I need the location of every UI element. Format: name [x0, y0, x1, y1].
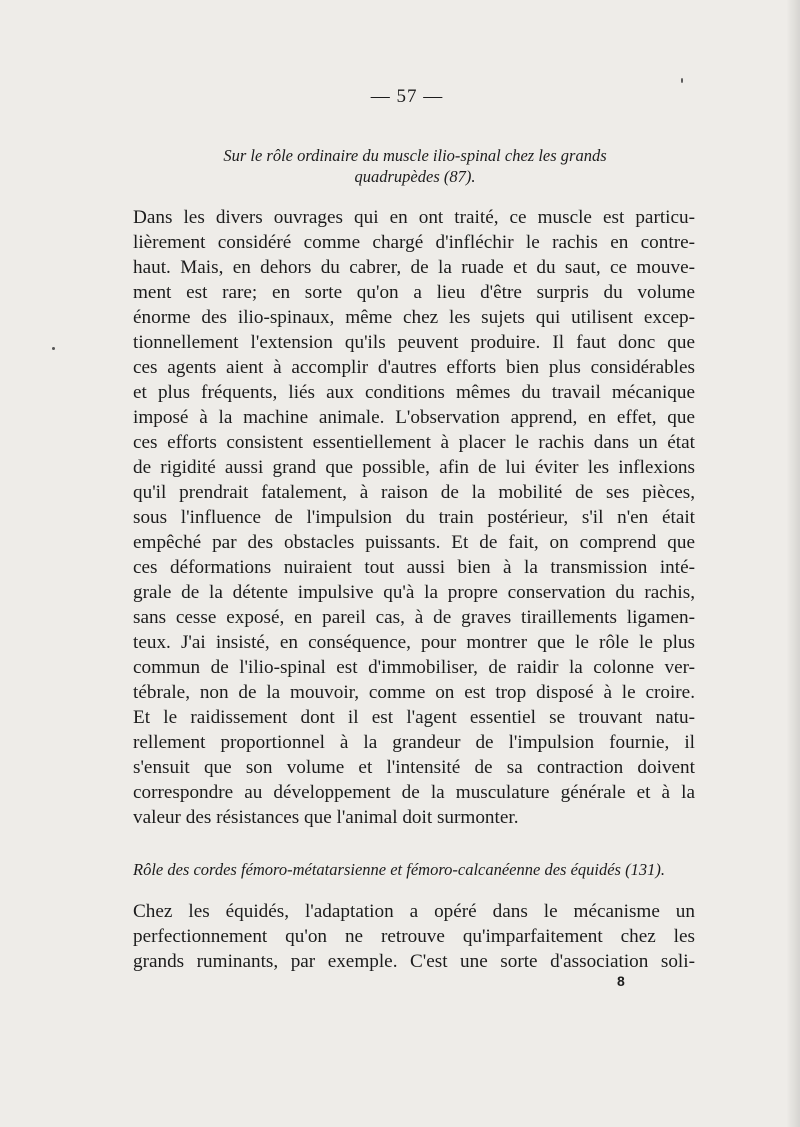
text-line: ment est rare; en sorte qu'on a lieu d'être surpris du volume [133, 282, 695, 303]
text-line: correspondre au développement de la musculature générale et à la [133, 782, 695, 803]
text-line: haut. Mais, en dehors du cabrer, de la ruade et du saut, ce mouve- [133, 257, 695, 278]
text-line: rellement proportionnel à la grandeur de l'impulsion fournie, il [133, 732, 695, 753]
text-line: ces efforts consistent essentiellement à placer le rachis dans un état [133, 432, 695, 453]
text-line: tionnellement l'extension qu'ils peuvent produire. Il faut donc que [133, 332, 695, 353]
text-line: empêché par des obstacles puissants. Et de fait, on comprend que [133, 532, 695, 553]
section-heading-ilio-spinal [150, 145, 680, 187]
section-heading-cordes: Rôle des cordes fémoro-métatarsienne et fémoro-calcanéenne des équidés (131). [133, 860, 665, 879]
page-edge-shadow [786, 0, 800, 1127]
text-line: ces déformations nuiraient tout aussi bien à la transmission inté- [133, 557, 695, 578]
text-line: tébrale, non de la mouvoir, comme on est trop disposé à le croire. [133, 682, 695, 703]
heading-line: Sur le rôle ordinaire du muscle ilio-spinal chez les grands [223, 146, 607, 165]
heading-line: quadrupèdes (87). [354, 167, 476, 186]
text-line: Chez les équidés, l'adaptation a opéré dans le mécanisme un [133, 901, 695, 922]
text-line: sans cesse exposé, en pareil cas, à de graves tiraillements ligamen- [133, 607, 695, 628]
text-line: grale de la détente impulsive qu'à la propre conservation du rachis, [133, 582, 695, 603]
scan-speck [681, 78, 683, 83]
scan-speck [52, 347, 55, 350]
text-line: Et le raidissement dont il est l'agent essentiel se trouvant natu- [133, 707, 695, 728]
text-line: imposé à la machine animale. L'observation apprend, en effet, que [133, 407, 695, 428]
text-line: énorme des ilio-spinaux, même chez les sujets qui utilisent excep- [133, 307, 695, 328]
text-line: perfectionnement qu'on ne retrouve qu'imparfaitement chez les [133, 926, 695, 947]
paragraph-equides [133, 899, 695, 974]
text-line: et plus fréquents, liés aux conditions mêmes du travail mécanique [133, 382, 695, 403]
text-line: valeur des résistances que l'animal doit surmonter. [133, 807, 519, 828]
text-line: sous l'influence de l'impulsion du train postérieur, s'il n'en était [133, 507, 695, 528]
text-line: grands ruminants, par exemple. C'est une sorte d'association soli- [133, 951, 695, 972]
text-line: lièrement considéré comme chargé d'infléchir le rachis en contre- [133, 232, 695, 253]
text-line: ces agents aient à accomplir d'autres efforts bien plus considérables [133, 357, 695, 378]
text-line: commun de l'ilio-spinal est d'immobiliser, de raidir la colonne ver- [133, 657, 695, 678]
paragraph-ilio-spinal [133, 205, 695, 830]
signature-mark: 8 [617, 973, 625, 989]
text-line: teux. J'ai insisté, en conséquence, pour montrer que le rôle le plus [133, 632, 695, 653]
text-line: de rigidité aussi grand que possible, afin de lui éviter les inflexions [133, 457, 695, 478]
text-line: s'ensuit que son volume et l'intensité de sa contraction doivent [133, 757, 695, 778]
page-number: — 57 — [370, 86, 444, 107]
text-line: qu'il prendrait fatalement, à raison de la mobilité de ses pièces, [133, 482, 695, 503]
text-line: Dans les divers ouvrages qui en ont traité, ce muscle est particu- [133, 207, 695, 228]
